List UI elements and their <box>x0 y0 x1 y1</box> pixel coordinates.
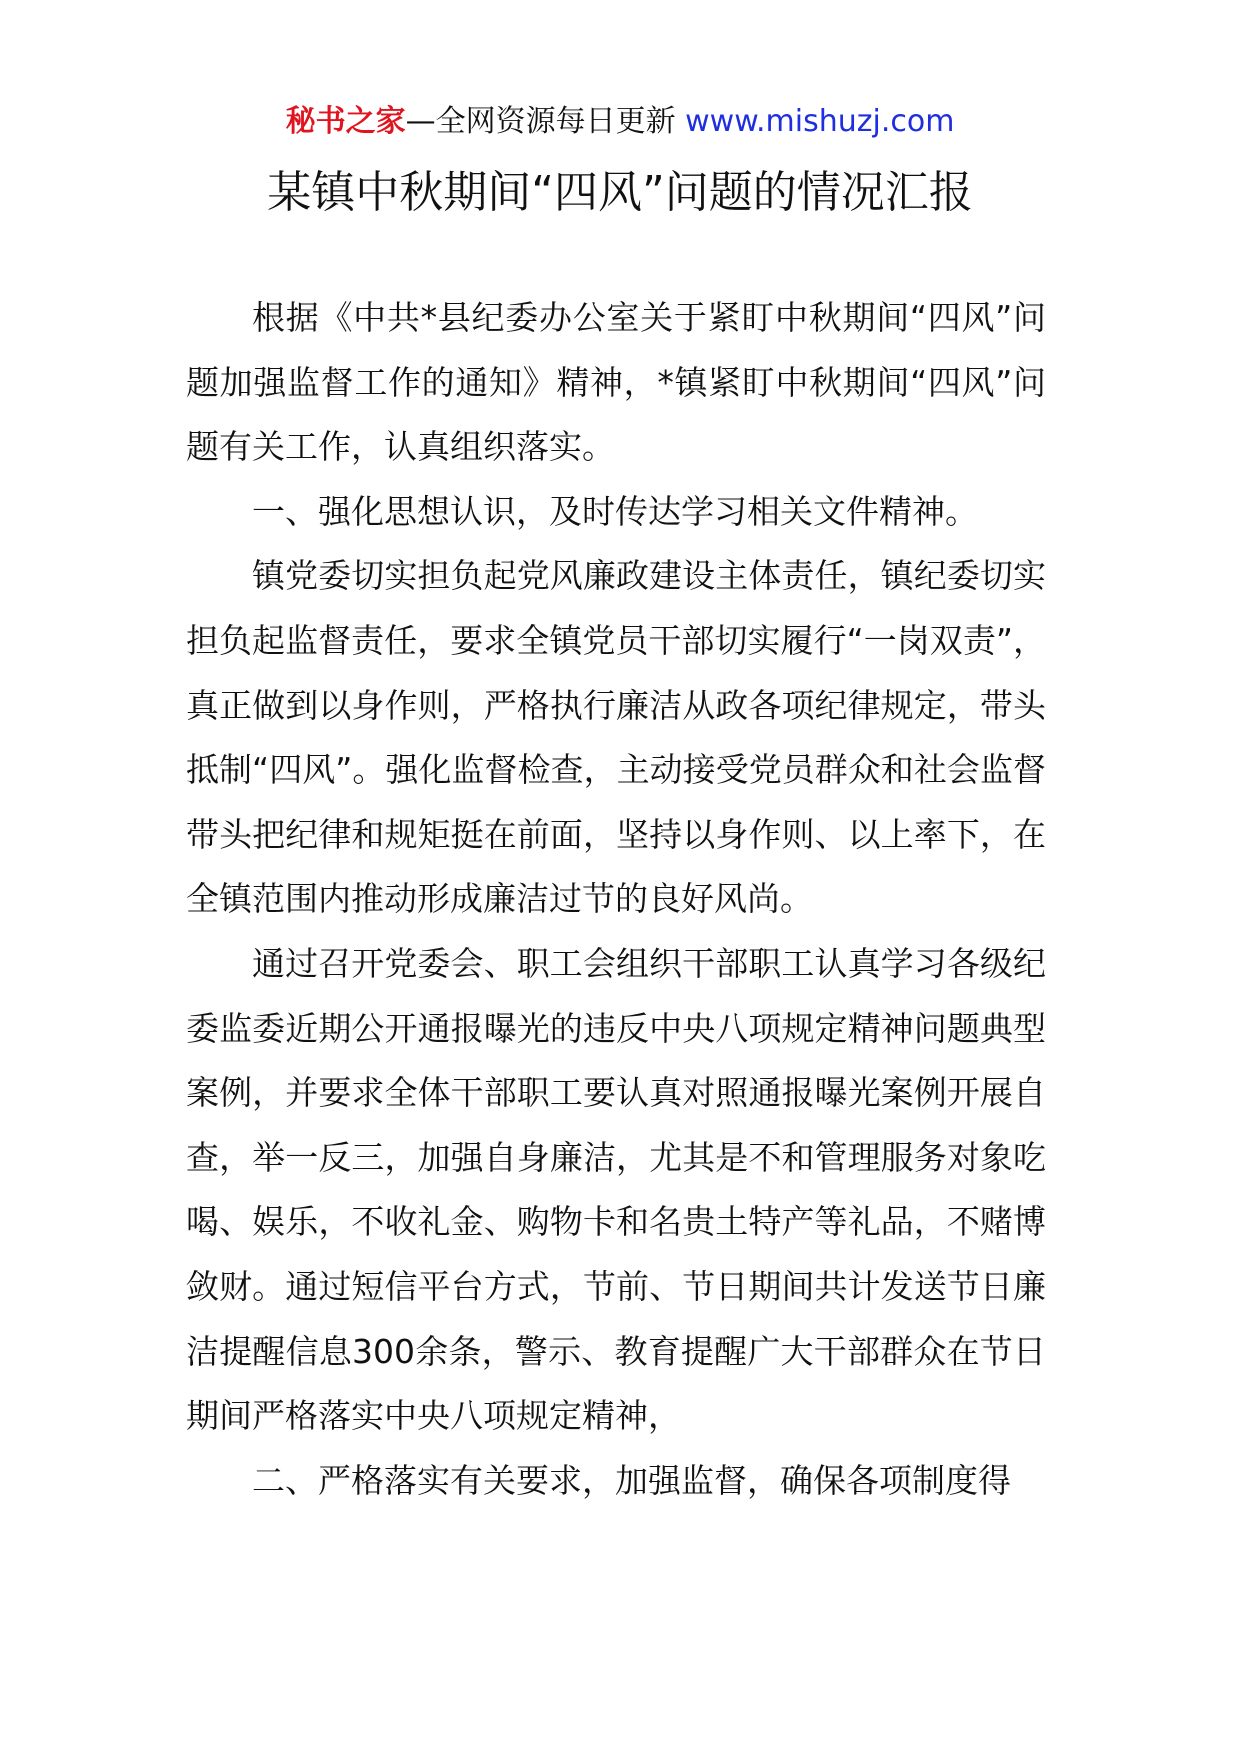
site-url-link[interactable]: www.mishuzj.com <box>685 104 955 139</box>
document-body <box>186 286 1046 1513</box>
paragraph-intro: 根据《中共*县纪委办公室关于紧盯中秋期间“四风”问题加强监督工作的通知》精神，*镇紧盯中秋期间“四风”问题有关工作，认真组织落实。 <box>186 298 1046 467</box>
brand-name: 秘书之家 <box>285 104 406 139</box>
header-tagline: —全网资源每日更新 <box>405 104 686 139</box>
section-heading-1: 一、强化思想认识，及时传达学习相关文件精神。 <box>252 491 978 531</box>
site-header <box>0 100 1240 144</box>
section-heading-2: 二、严格落实有关要求，加强监督，确保各项制度得 <box>252 1460 1011 1500</box>
paragraph-study: 通过召开党委会、职工会组织干部职工认真学习各级纪委监委近期公开通报曝光的违反中央八项规定精神问题典型案例，并要求全体干部职工要认真对照通报曝光案例开展自查，举一反三，加强自身廉洁，尤其是不和管理服务对象吃喝、娱乐，不收礼金、购物卡和名贵土特产等礼品，不赌博敛财。通过短信平台方式，节前、节日期间共计发送节日廉洁提醒信息300余条，警示、教育提醒广大干部群众在节日期间严格落实中央八项规定精神， <box>186 943 1046 1436</box>
paragraph-responsibility: 镇党委切实担负起党风廉政建设主体责任，镇纪委切实担负起监督责任，要求全镇党员干部切实履行“一岗双责”，真正做到以身作则，严格执行廉洁从政各项纪律规定，带头抵制“四风”。强化监督检查，主动接受党员群众和社会监督带头把纪律和规矩挺在前面，坚持以身作则、以上率下，在全镇范围内推动形成廉洁过节的良好风尚。 <box>186 556 1046 919</box>
document-title: 某镇中秋期间“四风”问题的情况汇报 <box>267 167 973 218</box>
